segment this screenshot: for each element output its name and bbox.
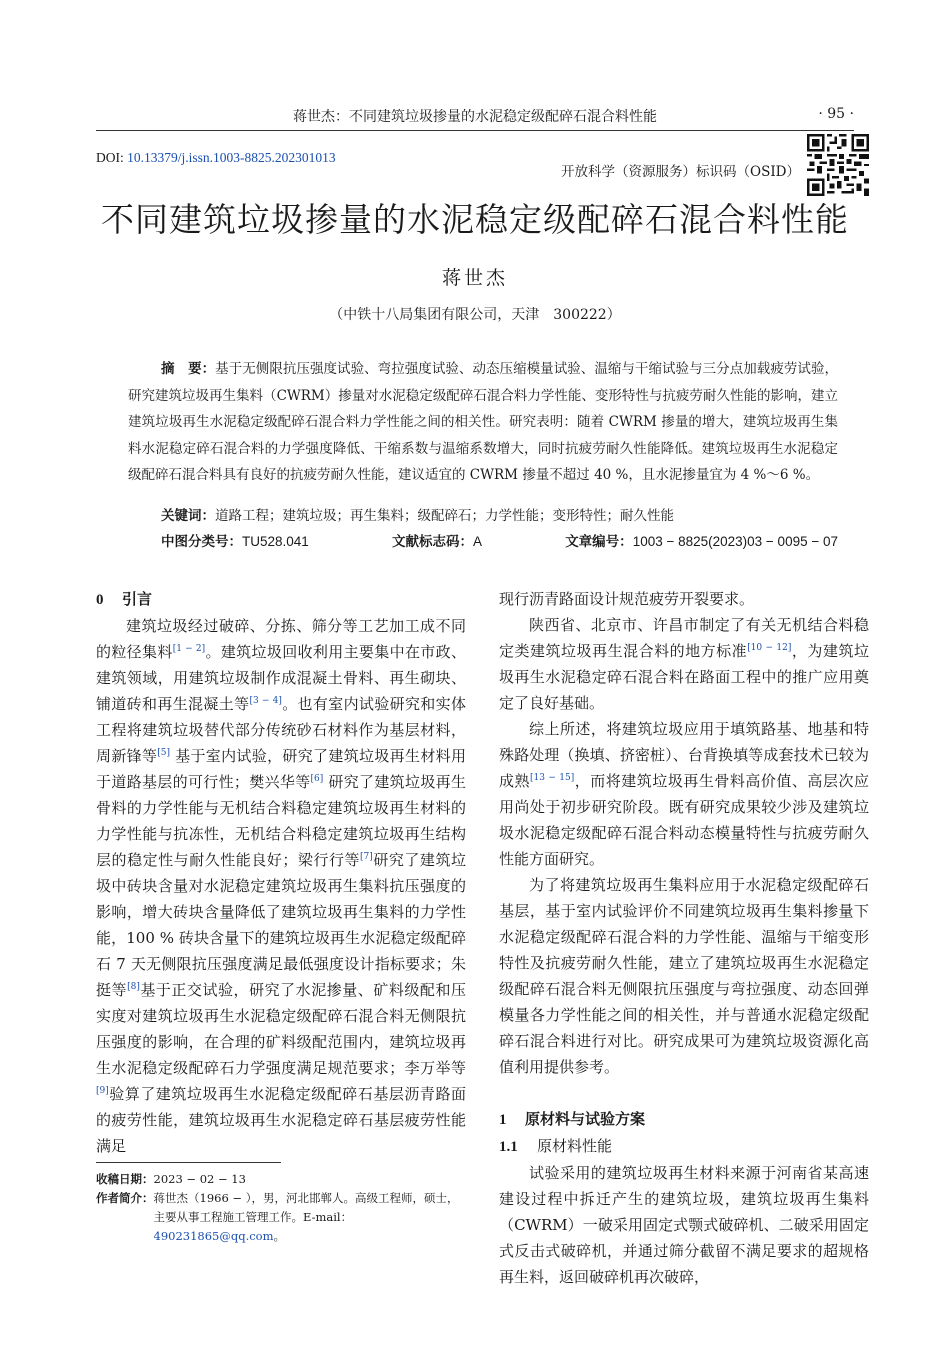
- abstract-text: 基于无侧限抗压强度试验、弯拉强度试验、动态压缩模量试验、温缩与干缩试验与三分点加载疲劳试验，研究建筑垃圾再生集料（CWRM）掺量对水泥稳定级配碎石混合料力学性能、变形特性与抗疲劳耐久性能的影响，建立建筑垃圾再生水泥稳定级配碎石混合料力学性能之间的相关性。研究表明：随着 CWRM 掺量的增大，建筑垃圾再生集料水泥稳定碎石混合料的力学强度降低、干缩系数与温缩系数增大，同时抗疲劳耐久性能降低。建筑垃圾再生水泥稳定级配碎石混合料具有良好的抗疲劳耐久性能，建议适宜的 CWRM 掺量不超过 40 %，且水泥掺量宜为 4 %～6 %。: [128, 361, 839, 483]
- citation-ref[interactable]: [8]: [127, 982, 140, 992]
- qr-code-icon[interactable]: [807, 134, 869, 196]
- section-heading-materials: 1 原材料与试验方案: [499, 1110, 646, 1128]
- citation-ref[interactable]: [10 − 12]: [747, 643, 792, 653]
- subsection-heading-raw-materials: 1.1 原材料性能: [499, 1137, 613, 1155]
- keywords-text: 道路工程；建筑垃圾；再生集料；级配碎石；力学性能；变形特性；耐久性能: [215, 508, 674, 524]
- doi-line: [96, 150, 336, 166]
- abstract-label: 摘 要：: [161, 361, 216, 377]
- paragraph-objective: 为了将建筑垃圾再生集料应用于水泥稳定级配碎石基层，基于室内试验评价不同建筑垃圾再生集料掺量下水泥稳定级配碎石混合料的力学性能、温缩与干缩变形特性及抗疲劳耐久性能，建立了建筑垃圾再生水泥稳定级配碎石混合料无侧限抗压强度与弯拉强度、动态回弹模量各力学性能之间的相关性，并与普通水泥稳定级配碎石混合料进行对比。研究成果可为建筑垃圾资源化高值利用提供参考。: [499, 876, 869, 1076]
- section-heading-intro: 0 引言: [96, 590, 153, 608]
- footnote: [96, 1170, 466, 1246]
- right-column: [499, 586, 869, 1290]
- keywords: [128, 503, 838, 529]
- doi-label: DOI:: [96, 150, 128, 165]
- clc-code: 中图分类号：TU528.041: [161, 534, 309, 550]
- classification-line: [161, 529, 838, 555]
- citation-ref[interactable]: [3 − 4]: [249, 696, 282, 706]
- osid-label: 开放科学（资源服务）标识码（OSID）: [561, 164, 800, 180]
- citation-ref[interactable]: [6]: [310, 774, 324, 784]
- email-link[interactable]: 490231865@qq.com: [153, 1229, 274, 1243]
- author-bio: 蒋世杰（1966 − ），男，河北邯郸人。高级工程师，硕士，主要从事工程施工管理工作。E-mail：490231865@qq.com。: [153, 1191, 459, 1243]
- footnote-rule: [96, 1162, 281, 1163]
- document-code: 文献标志码：A: [391, 534, 482, 550]
- keywords-label: 关键词：: [161, 508, 215, 524]
- article-number: 文章编号：1003 − 8825(2023)03 − 0095 − 07: [565, 534, 838, 550]
- paragraph-materials: 试验采用的建筑垃圾再生材料来源于河南省某高速建设过程中拆迁产生的建筑垃圾，建筑垃圾再生集料（CWRM）一破采用固定式颚式破碎机、二破采用固定式反击式破碎机，并通过筛分截留不满足要求的超规格再生料，返回破碎机再次破碎，: [499, 1164, 869, 1286]
- paragraph-standards: 陕西省、北京市、许昌市制定了有关无机结合料稳定类建筑垃圾再生混合料的地方标准[10 − 12]，为建筑垃圾再生水泥稳定碎石混合料在路面工程中的推广应用奠定了良好基础。: [499, 616, 869, 712]
- author-bio-label: 作者简介：: [96, 1191, 154, 1205]
- citation-ref[interactable]: [9]: [96, 1086, 109, 1096]
- left-column: [96, 586, 466, 1159]
- article-title: 不同建筑垃圾掺量的水泥稳定级配碎石混合料性能: [101, 200, 849, 239]
- paragraph-summary: 综上所述，将建筑垃圾应用于填筑路基、地基和特殊路处理（换填、挤密桩）、台背换填等成套技术已较为成熟[13 − 15]，而将建筑垃圾再生骨料高价值、高层次应用尚处于初步研究阶段。既有研究成果较少涉及建筑垃圾水泥稳定级配碎石混合料动态模量特性与抗疲劳耐久性能方面研究。: [499, 720, 869, 868]
- received-label: 收稿日期：: [96, 1172, 154, 1186]
- intro-paragraph: 建筑垃圾经过破碎、分拣、筛分等工艺加工成不同的粒径集料[1 − 2]。建筑垃圾回收利用主要集中在市政、建筑领域，用建筑垃圾制作成混凝土骨料、再生砌块、铺道砖和再生混凝土等[3 − 4]。也有室内试验研究和实体工程将建筑垃圾替代部分传统砂石材料作为基层材料，周新锋等[5] 基于室内试验，研究了建筑垃圾再生材料用于道路基层的可行性；樊兴华等[6] 研究了建筑垃圾再生骨料的力学性能与无机结合料稳定建筑垃圾再生材料的力学性能与抗冻性，无机结合料稳定建筑垃圾再生结构层的稳定性与耐久性能良好；梁行行等[7]研究了建筑垃圾中砖块含量对水泥稳定建筑垃圾再生集料抗压强度的影响，增大砖块含量降低了建筑垃圾再生集料的力学性能，100 % 砖块含量下的建筑垃圾再生水泥稳定级配碎石 7 天无侧限抗压强度满足最低强度设计指标要求；朱挺等[8]基于正交试验，研究了水泥掺量、矿料级配和压实度对建筑垃圾再生水泥稳定级配碎石混合料无侧限抗压强度的影响，在合理的矿料级配范围内，建筑垃圾再生水泥稳定级配碎石力学强度满足规范要求；李万举等[9]验算了建筑垃圾再生水泥稳定级配碎石基层沥青路面的疲劳性能，建筑垃圾再生水泥稳定碎石基层疲劳性能满足: [96, 617, 466, 1155]
- author-name: 蒋世杰: [441, 267, 508, 289]
- page-number: · 95 ·: [818, 106, 854, 122]
- affiliation: （中铁十八局集团有限公司，天津 300222）: [329, 307, 621, 323]
- citation-ref[interactable]: [5]: [157, 748, 171, 758]
- abstract: [128, 356, 838, 489]
- received-date: 2023 − 02 − 13: [153, 1172, 246, 1186]
- header-rule: [96, 130, 854, 131]
- paragraph-continuation: 现行沥青路面设计规范疲劳开裂要求。: [499, 590, 755, 608]
- doi-link[interactable]: 10.13379/j.issn.1003-8825.202301013: [127, 150, 336, 165]
- running-title: 蒋世杰：不同建筑垃圾掺量的水泥稳定级配碎石混合料性能: [293, 109, 657, 125]
- citation-ref[interactable]: [13 − 15]: [530, 773, 575, 783]
- citation-ref[interactable]: [1 − 2]: [172, 644, 206, 654]
- citation-ref[interactable]: [7]: [360, 852, 373, 862]
